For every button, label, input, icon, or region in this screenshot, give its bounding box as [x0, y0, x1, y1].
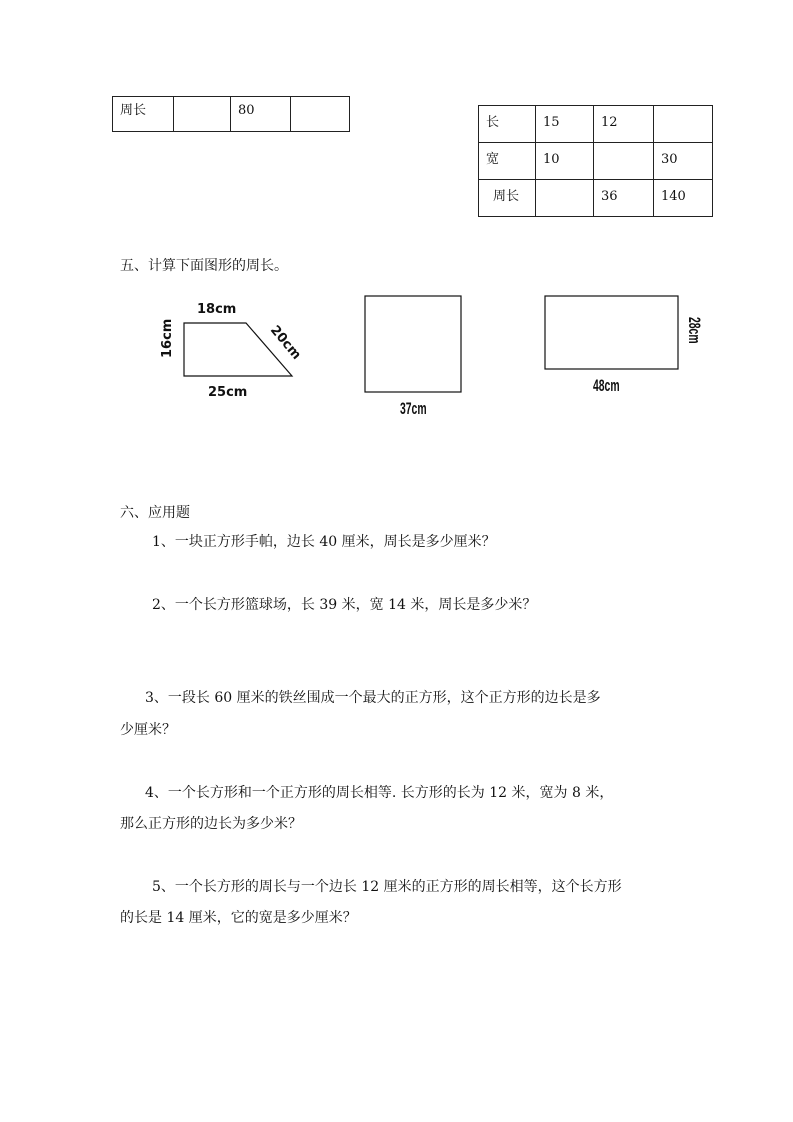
question-4-line-1: 4、一个长方形和一个正方形的周长相等. 长方形的长为 12 米，宽为 8 米，	[145, 785, 614, 801]
rectangle-shape	[545, 296, 678, 369]
question-2: 2、一个长方形篮球场，长 39 米，宽 14 米，周长是多少米？	[152, 597, 537, 613]
table-cell: 12	[594, 106, 654, 143]
trapezoid-left-label: 16cm	[160, 318, 175, 358]
table-cell: 周长	[113, 97, 174, 132]
section-6-heading: 六、应用题	[120, 505, 190, 521]
table-cell: 宽	[479, 143, 536, 180]
square-side-label: 37cm	[400, 398, 427, 418]
table-cell: 36	[594, 180, 654, 217]
table-cell: 80	[231, 97, 291, 132]
table-cell: 15	[536, 106, 594, 143]
rectangle-height-label: 28cm	[685, 317, 705, 344]
question-3-line-1: 3、一段长 60 厘米的铁丝围成一个最大的正方形，这个正方形的边长是多	[145, 690, 601, 706]
question-5-line-1: 5、一个长方形的周长与一个边长 12 厘米的正方形的周长相等，这个长方形	[152, 879, 622, 895]
trapezoid-top-label: 18cm	[197, 302, 237, 317]
question-4-line-2: 那么正方形的边长为多少米？	[120, 816, 302, 832]
question-3-line-2: 少厘米？	[120, 722, 176, 738]
table-cell: 周长	[479, 180, 536, 217]
figures-area	[0, 0, 793, 440]
table-cell: 30	[654, 143, 713, 180]
square-shape	[365, 296, 461, 392]
table-cell: 长	[479, 106, 536, 143]
rectangle-width-label: 48cm	[593, 375, 620, 395]
table-cell: 140	[654, 180, 713, 217]
section-5-heading: 五、计算下面图形的周长。	[120, 258, 288, 274]
question-5-line-2: 的长是 14 厘米，它的宽是多少厘米？	[120, 910, 357, 926]
trapezoid-slant-label: 20cm	[266, 322, 304, 363]
question-1: 1、一块正方形手帕，边长 40 厘米，周长是多少厘米？	[152, 534, 496, 550]
table-cell: 10	[536, 143, 594, 180]
trapezoid-bottom-label: 25cm	[208, 385, 248, 400]
